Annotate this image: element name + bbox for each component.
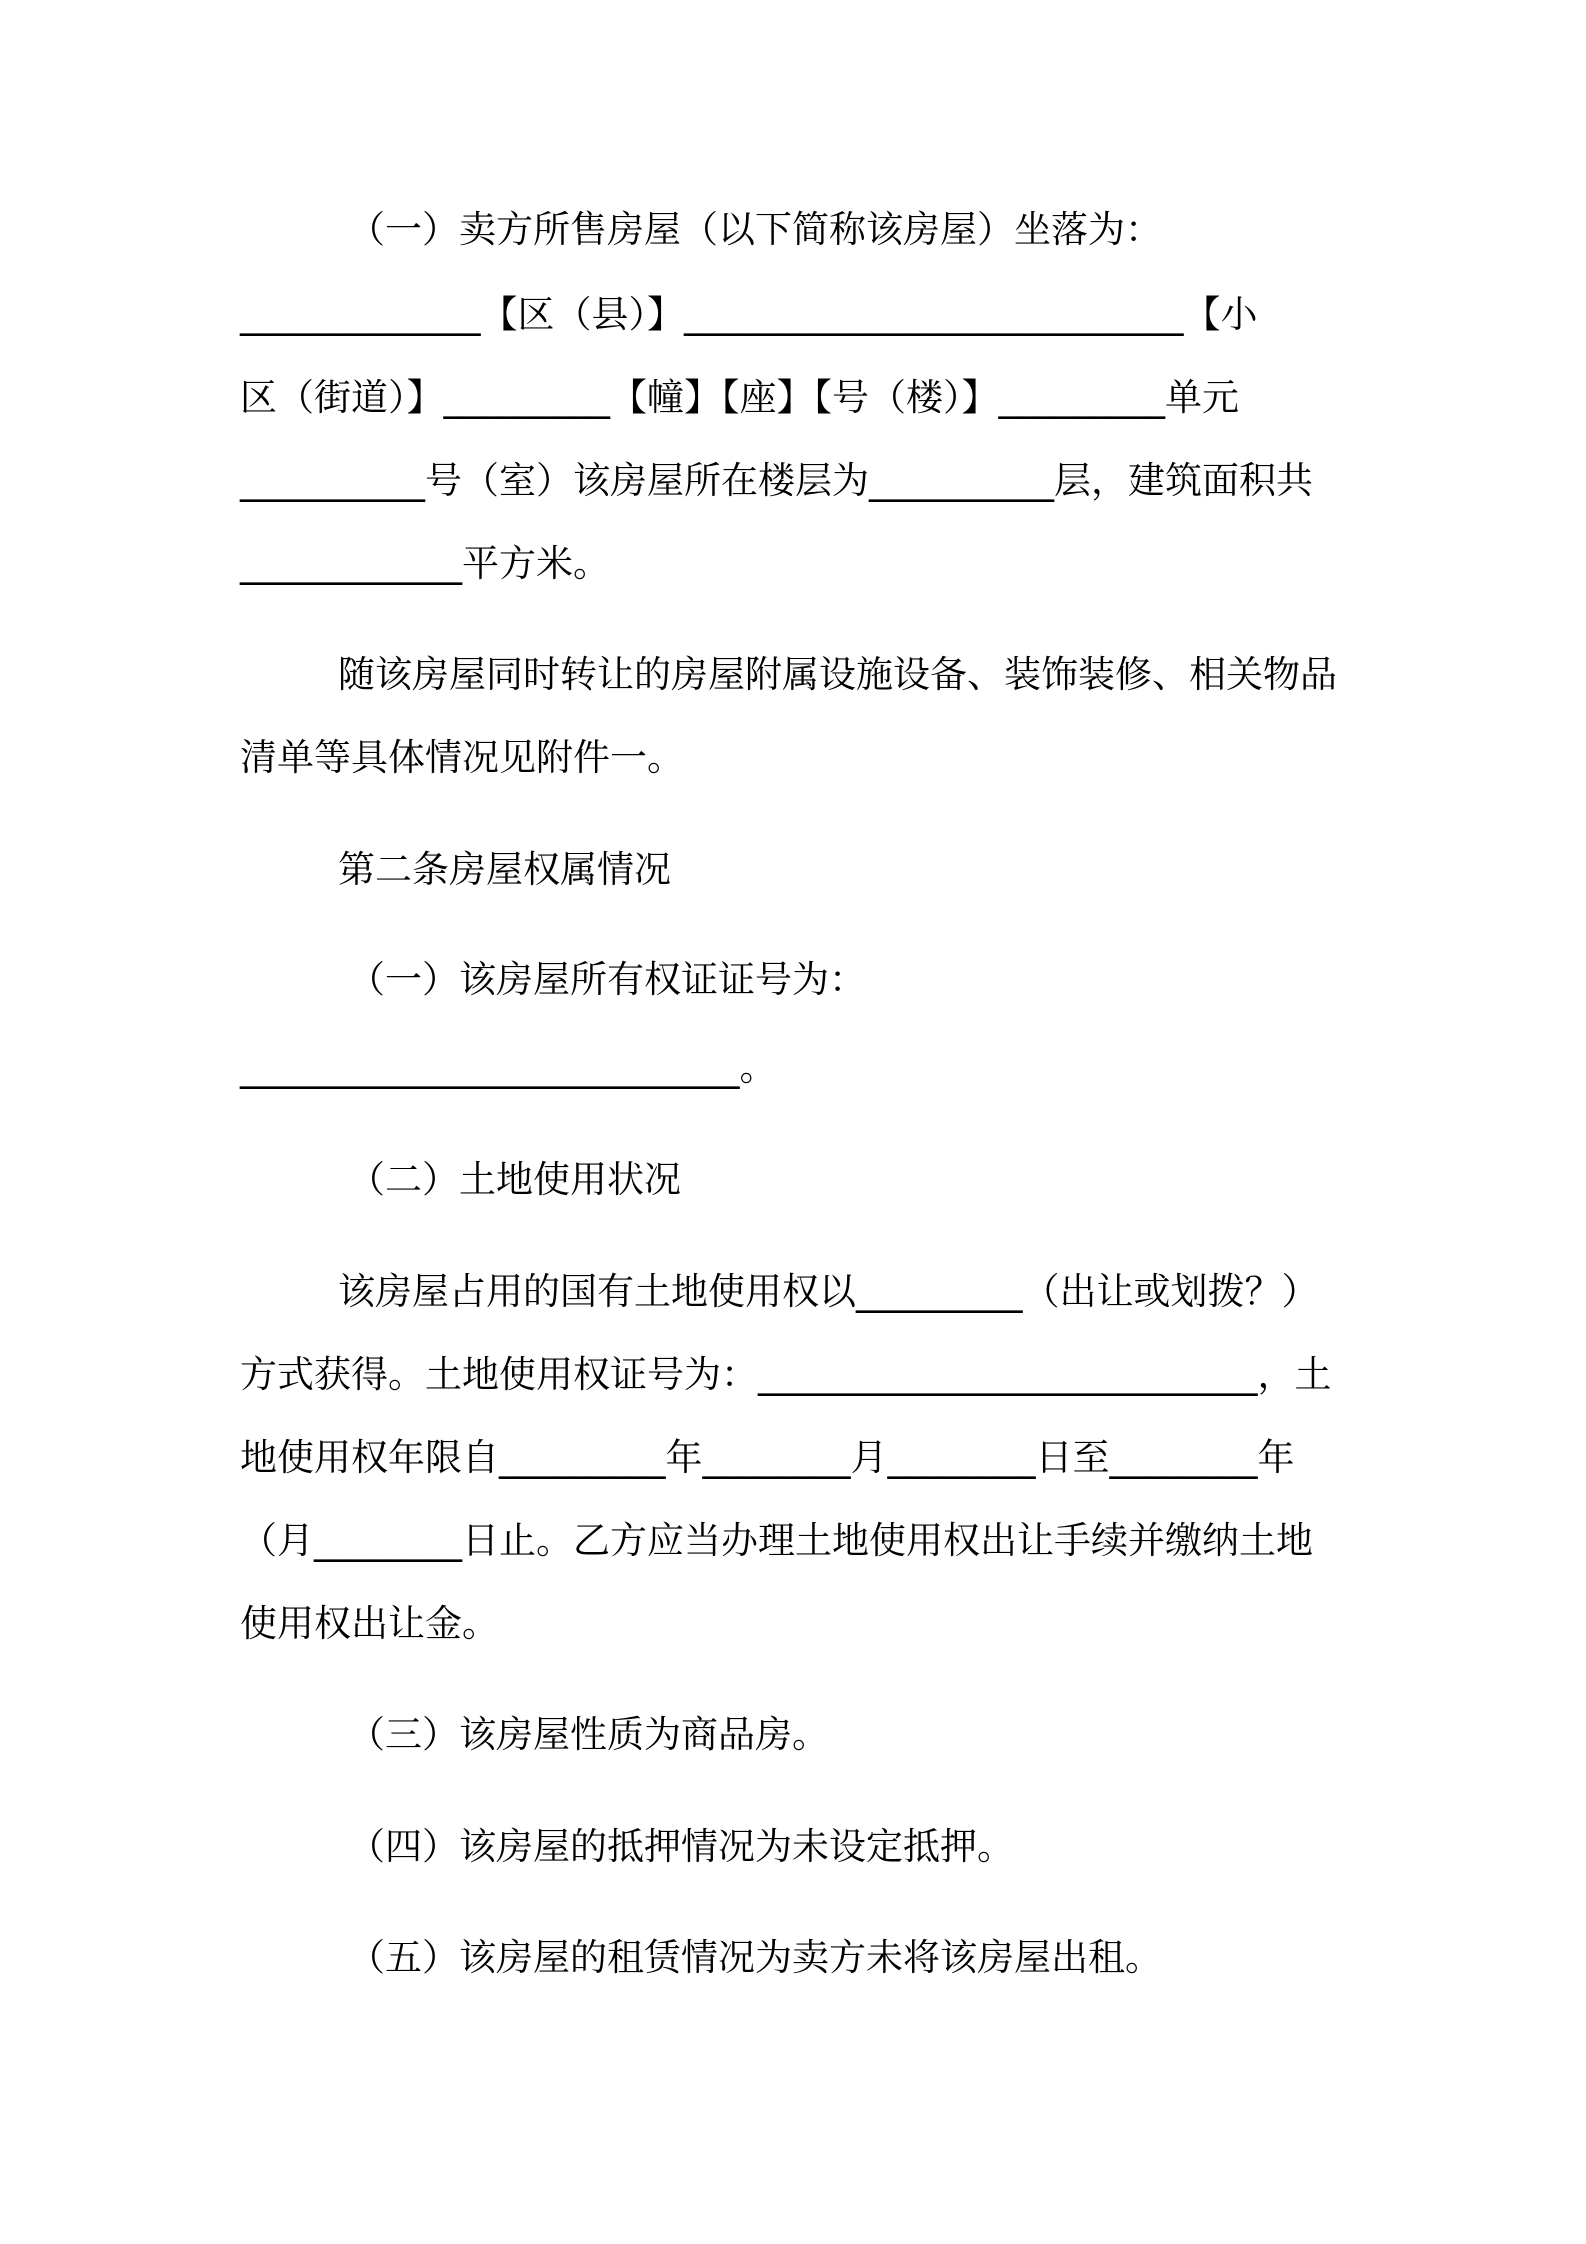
mortgage-status: （四）该房屋的抵押情况为未设定抵押。 xyxy=(348,1825,1014,1868)
land-use-line-4: （月________日止。乙方应当办理土地使用权出让手续并缴纳土地 xyxy=(240,1519,1313,1562)
location-line-3: __________号（室）该房屋所在楼层为__________层，建筑面积共 xyxy=(240,459,1313,502)
location-line-4: ____________平方米。 xyxy=(240,542,610,585)
lease-status: （五）该房屋的租赁情况为卖方未将该房屋出租。 xyxy=(348,1936,1162,1979)
land-use-line-5: 使用权出让金。 xyxy=(240,1602,499,1645)
land-use-line-1: 该房屋占用的国有土地使用权以_________（出让或划拨？） xyxy=(338,1270,1319,1313)
land-use-line-2: 方式获得。土地使用权证号为：___________________________，土 xyxy=(240,1353,1332,1396)
attachment-paragraph-line-1: 随该房屋同时转让的房屋附属设施设备、装饰装修、相关物品 xyxy=(338,653,1337,696)
ownership-cert-blank: ___________________________。 xyxy=(240,1046,777,1089)
ownership-cert-heading: （一）该房屋所有权证证号为： xyxy=(348,958,866,1001)
land-use-heading: （二）土地使用状况 xyxy=(348,1158,681,1201)
location-line-2: 区（街道）】_________【幢】【座】【号（楼）】_________单元 xyxy=(240,376,1239,419)
attachment-paragraph-line-2: 清单等具体情况见附件一。 xyxy=(240,736,684,779)
land-use-line-3: 地使用权年限自_________年________月________日至________年 xyxy=(240,1436,1295,1479)
article-2-heading: 第二条房屋权属情况 xyxy=(338,848,671,891)
clause-1-location-heading: （一）卖方所售房屋（以下简称该房屋）坐落为： xyxy=(348,208,1162,251)
location-line-1: _____________【区（县）】___________________________【小 xyxy=(240,293,1258,336)
property-nature: （三）该房屋性质为商品房。 xyxy=(348,1713,829,1756)
